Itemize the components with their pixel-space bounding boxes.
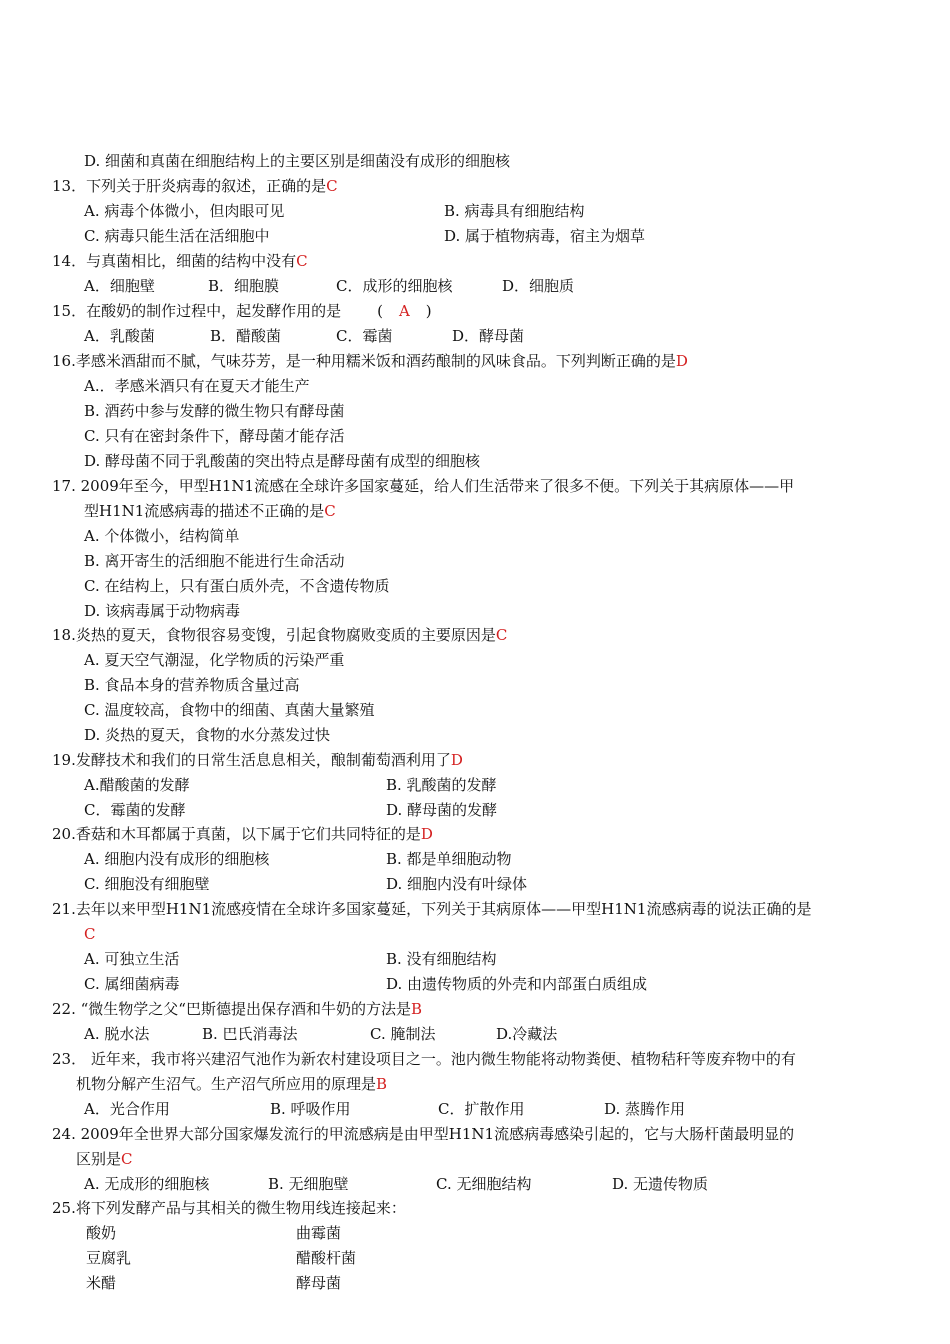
q13-option-d: D. 属于植物病毒，宿主为烟草 [444,227,646,245]
q20-stem [52,824,433,844]
q20-answer: D [420,825,433,843]
q22-answer: B [410,1000,422,1018]
q15-option-c: C．霉菌 [336,327,393,345]
q19-answer: D [450,751,463,769]
q23-stem-text: 机物分解产生沼气。生产沼气所应用的原理是 [76,1075,377,1093]
q19-option-c: C．霉菌的发酵 [84,801,186,819]
q18-option-b: B. 食品本身的营养物质含量过高 [84,676,300,694]
q20-option-d: D. 细胞内没有叶绿体 [386,875,528,893]
q15-paren-open: ( [377,302,383,320]
q15-option-d: D．酵母菌 [452,327,525,345]
q24-option-a: A. 无成形的细胞核 [84,1175,210,1193]
q14-option-a: A．细胞壁 [84,277,155,295]
q21-option-b: B. 没有细胞结构 [386,950,497,968]
q17-option-b: B. 离开寄生的活细胞不能进行生命活动 [84,552,345,570]
q25-microbe: 酵母菌 [296,1274,342,1292]
q24-stem-line2 [76,1149,133,1169]
q18-option-d: D. 炎热的夏天，食物的水分蒸发过快 [84,726,331,744]
q23-stem-line2 [76,1074,387,1094]
q24-option-b: B. 无细胞壁 [268,1175,349,1193]
q20-option-a: A. 细胞内没有成形的细胞核 [84,850,270,868]
q14-stem-text: 14．与真菌相比，细菌的结构中没有 [52,252,297,270]
q13-stem-text: 13．下列关于肝炎病毒的叙述，正确的是 [52,177,327,195]
q21-option-a: A. 可独立生活 [84,950,180,968]
q13-stem [52,176,338,196]
q24-answer: C [121,1150,133,1168]
q20-option-b: B. 都是单细胞动物 [386,850,512,868]
q13-option-a: A. 病毒个体微小，但肉眼可见 [84,202,285,220]
q23-answer: B [376,1075,388,1093]
q22-option-a: A. 脱水法 [84,1025,150,1043]
q17-stem-text: 型H1N1流感病毒的描述不正确的是 [84,502,325,520]
q17-option-c: C. 在结构上，只有蛋白质外壳，不含遗传物质 [84,577,390,595]
q19-option-b: B. 乳酸菌的发酵 [386,776,497,794]
q18-answer: C [495,626,508,644]
q22-option-c: C. 腌制法 [370,1025,436,1043]
q14-option-d: D．细胞质 [502,277,575,295]
q15-answer: A [398,302,410,320]
q22-option-b: B. 巴氏消毒法 [202,1025,298,1043]
q18-stem [52,625,507,645]
q20-stem-text: 20.香菇和木耳都属于真菌，以下属于它们共同特征的是 [52,825,421,843]
q18-option-c: C. 温度较高，食物中的细菌、真菌大量繁殖 [84,701,375,719]
q15-paren-close: ) [425,302,432,320]
q25-microbe: 曲霉菌 [296,1224,342,1242]
q21-option-c: C. 属细菌病毒 [84,975,180,993]
q15-stem [52,301,432,321]
q13-answer: C [326,177,338,195]
q12-option-d: D. 细菌和真菌在细胞结构上的主要区别是细菌没有成形的细胞核 [84,152,511,170]
q24-stem-line1: 24. 2009年全世界大部分国家爆发流行的甲流感病是由甲型H1N1流感病毒感染引起的，它与大肠杆菌最明显的 [52,1125,795,1143]
q25-product: 米醋 [86,1274,117,1292]
q22-stem-text: 22. “微生物学之父“巴斯德提出保存酒和牛奶的方法是 [52,1000,411,1018]
q17-answer: C [324,502,336,520]
q25-product: 豆腐乳 [86,1249,132,1267]
q13-option-c: C. 病毒只能生活在活细胞中 [84,227,270,245]
q25-product: 酸奶 [86,1224,117,1242]
q14-answer: C [296,252,308,270]
q21-stem: 21.去年以来甲型H1N1流感疫情在全球许多国家蔓延，下列关于其病原体——甲型H1N1流感病毒的说法正确的是 [52,900,812,918]
q20-option-c: C. 细胞没有细胞壁 [84,875,210,893]
q19-option-a: A.醋酸菌的发酵 [84,776,190,794]
q15-option-b: B．醋酸菌 [210,327,282,345]
q17-option-a: A. 个体微小，结构简单 [84,527,240,545]
q18-stem-text: 18.炎热的夏天，食物很容易变馊，引起食物腐败变质的主要原因是 [52,626,496,644]
q24-stem-text: 区别是 [76,1150,122,1168]
q16-option-b: B. 酒药中参与发酵的微生物只有酵母菌 [84,402,345,420]
q15-stem-text: 15．在酸奶的制作过程中，起发酵作用的是 [52,302,342,320]
q16-stem-text: 16.孝感米酒甜而不腻，气味芬芳，是一种用糯米饭和酒药酿制的风味食品。下列判断正确的是 [52,352,676,370]
q22-option-d: D.冷藏法 [496,1025,558,1043]
q15-option-a: A．乳酸菌 [84,327,155,345]
q16-option-d: D. 酵母菌不同于乳酸菌的突出特点是酵母菌有成型的细胞核 [84,452,481,470]
q24-option-d: D. 无遗传物质 [612,1175,709,1193]
q16-stem [52,351,688,371]
q25-stem: 25.将下列发酵产品与其相关的微生物用线连接起来： [52,1199,406,1217]
q19-option-d: D. 酵母菌的发酵 [386,801,498,819]
q14-stem [52,251,308,271]
q17-stem-line2 [84,501,336,521]
q14-option-b: B．细胞膜 [208,277,280,295]
q25-microbe: 醋酸杆菌 [296,1249,357,1267]
q17-option-d: D. 该病毒属于动物病毒 [84,602,241,620]
q22-stem [52,999,422,1019]
q23-option-c: C．扩散作用 [438,1100,525,1118]
q19-stem [52,750,463,770]
q16-answer: D [675,352,688,370]
q16-option-a: A.．孝感米酒只有在夏天才能生产 [84,377,310,395]
q23-option-b: B. 呼吸作用 [270,1100,351,1118]
q19-stem-text: 19.发酵技术和我们的日常生活息息相关，酿制葡萄酒利用了 [52,751,451,769]
q21-option-d: D. 由遗传物质的外壳和内部蛋白质组成 [386,975,648,993]
q21-answer: C [84,925,96,943]
q24-option-c: C. 无细胞结构 [436,1175,532,1193]
q16-option-c: C. 只有在密封条件下，酵母菌才能存活 [84,427,345,445]
q14-option-c: C．成形的细胞核 [336,277,453,295]
q18-option-a: A. 夏天空气潮湿，化学物质的污染严重 [84,651,345,669]
q23-option-a: A．光合作用 [84,1100,170,1118]
q23-option-d: D. 蒸腾作用 [604,1100,686,1118]
q17-stem-line1: 17. 2009年至今，甲型H1N1流感在全球许多国家蔓延，给人们生活带来了很多不便。下列关于其病原体——甲 [52,477,795,495]
q13-option-b: B. 病毒具有细胞结构 [444,202,585,220]
q23-stem-line1: 23． 近年来，我市将兴建沼气池作为新农村建设项目之一。池内微生物能将动物粪便、植物秸秆等废弃物中的有 [52,1050,796,1068]
